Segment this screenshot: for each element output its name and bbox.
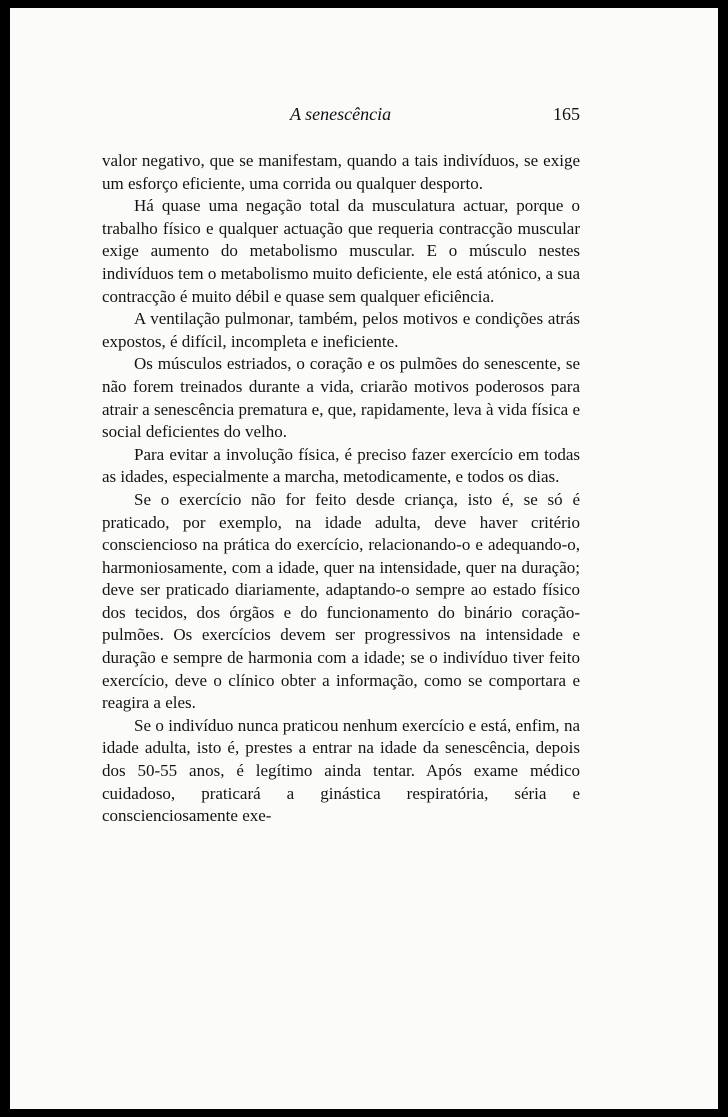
- paragraph: Se o exercício não for feito desde criança, isto é, se só é praticado, por exemplo, na idade adulta, deve haver critério consciencioso na prática do exercício, relacionando-o e adequando-o, harmoniosamente, com a idade, quer na intensidade, quer na duração; deve ser praticado diariamente, adaptando-o sempre ao estado físico dos tecidos, dos órgãos e do funcionamento do binário coração-pulmões. Os exercícios devem ser progressivos na intensidade e duração e sempre de harmonia com a idade; se o indivíduo tiver feito exercício, deve o clínico obter a informação, como se comportara e reagira a eles.: [102, 489, 580, 713]
- chapter-title: A senescência: [290, 104, 392, 124]
- paragraph: Os músculos estriados, o coração e os pulmões do senescente, se não forem treinados durante a vida, criarão motivos poderosos para atrair a senescência prematura e, que, rapidamente, leva à vida física e social deficientes do velho.: [102, 354, 580, 442]
- paragraph: Se o indivíduo nunca praticou nenhum exercício e está, enfim, na idade adulta, isto é, prestes a entrar na idade da senescência, depois dos 50-55 anos, é legítimo ainda tentar. Após exame médico cuidadoso, praticará a ginástica respiratória, séria e conscienciosamente exe-: [102, 715, 580, 826]
- paragraph: Há quase uma negação total da musculatura actuar, porque o trabalho físico e qualquer actuação que requeria contracção muscular exige aumento do metabolismo muscular. E o músculo nestes indivíduos tem o metabolismo muito deficiente, ele está atónico, a sua contracção é muito débil e quase sem qualquer eficiência.: [102, 196, 580, 306]
- paragraph: valor negativo, que se manifestam, quando a tais indivíduos, se exige um esforço eficiente, uma corrida ou qualquer desporto.: [102, 151, 580, 193]
- page-number: 165: [553, 104, 580, 124]
- body-text: [102, 150, 580, 828]
- paragraph: Para evitar a involução física, é preciso fazer exercício em todas as idades, especialmente a marcha, metodicamente, e todos os dias.: [102, 444, 580, 487]
- paragraph: A ventilação pulmonar, também, pelos motivos e condições atrás expostos, é difícil, incompleta e ineficiente.: [102, 309, 580, 351]
- running-head: [102, 104, 580, 126]
- book-page: [10, 8, 718, 1109]
